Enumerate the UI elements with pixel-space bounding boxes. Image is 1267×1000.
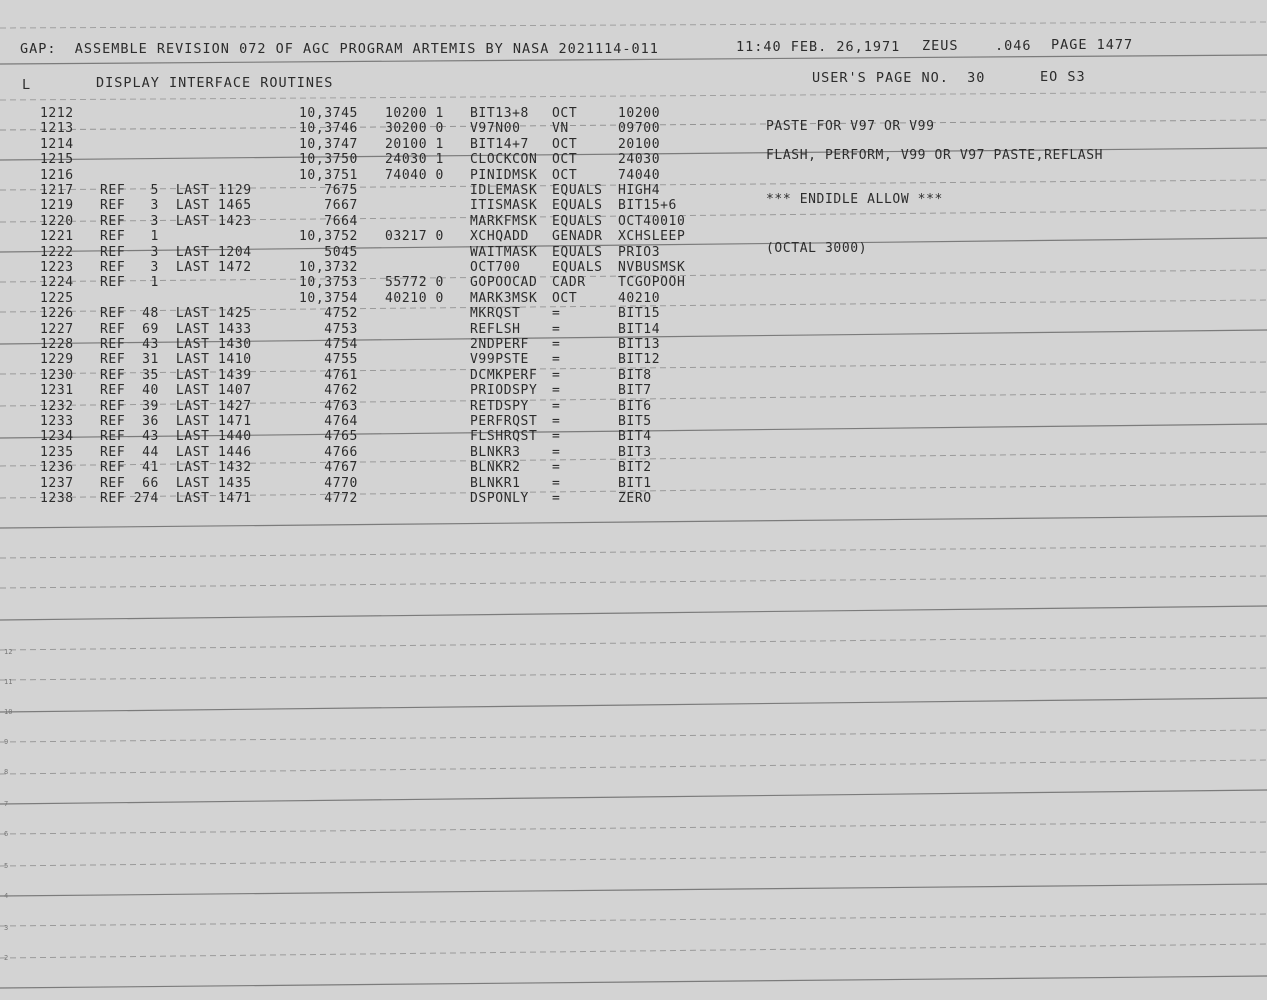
operand: BIT8: [618, 367, 652, 383]
address: 4764: [324, 414, 358, 429]
margin-number: 2: [4, 954, 9, 962]
line-number: 1220: [40, 213, 74, 229]
address: 10,3754: [299, 290, 358, 306]
header-seq: .046: [995, 38, 1032, 54]
operand: BIT13: [618, 337, 661, 352]
margin-number: 3: [4, 924, 9, 932]
opcode: CADR: [552, 275, 586, 291]
margin-number: 6: [4, 830, 9, 838]
header-page: PAGE 1477: [1051, 37, 1134, 53]
address: 10,3747: [299, 136, 358, 152]
users-page-number: USER'S PAGE NO. 30: [812, 70, 986, 86]
ref-info: REF 40 LAST 1407: [100, 383, 252, 399]
line-number: 1237: [40, 475, 74, 491]
line-number: 1212: [40, 106, 74, 121]
opcode: =: [552, 321, 561, 337]
address: 10,3745: [299, 106, 358, 121]
opcode: =: [552, 429, 561, 445]
line-number: 1230: [40, 367, 74, 383]
address: 10,3750: [299, 152, 358, 168]
ref-info: REF 39 LAST 1427: [100, 398, 252, 414]
object-word: 30200 0: [385, 121, 444, 137]
operand: BIT15: [618, 306, 661, 322]
symbol-label: MKRQST: [470, 306, 521, 322]
symbol-label: XCHQADD: [470, 229, 529, 245]
object-word: 20100 1: [385, 136, 444, 152]
opcode: =: [552, 491, 561, 506]
margin-number: 7: [4, 800, 9, 808]
margin-number: 9: [4, 738, 9, 746]
line-number: 1221: [40, 229, 74, 245]
opcode: =: [552, 337, 561, 352]
ref-info: REF 43 LAST 1430: [100, 337, 252, 352]
line-number: 1238: [40, 491, 74, 506]
operand: 74040: [618, 167, 661, 183]
operand: BIT1: [618, 475, 652, 491]
opcode: =: [552, 460, 561, 476]
header-time: 11:40 FEB. 26,1971: [736, 39, 901, 55]
symbol-label: DSPONLY: [470, 491, 529, 506]
address: 10,3752: [299, 229, 358, 245]
opcode: OCT: [552, 167, 578, 183]
address: 7675: [324, 183, 358, 198]
operand: 10200: [618, 106, 661, 121]
address: 4752: [324, 306, 358, 322]
comment: (OCTAL 3000): [766, 240, 868, 256]
address: 4770: [324, 475, 358, 491]
ref-info: REF 43 LAST 1440: [100, 429, 252, 445]
line-number: 1228: [40, 337, 74, 352]
section-title: DISPLAY INTERFACE ROUTINES: [96, 75, 334, 91]
operand: TCGOPOOH: [618, 275, 686, 291]
opcode: VN: [552, 121, 569, 137]
symbol-label: RETDSPY: [470, 398, 529, 414]
ref-info: REF 35 LAST 1439: [100, 367, 252, 383]
line-number: 1222: [40, 244, 74, 260]
symbol-label: FLSHRQST: [470, 429, 538, 445]
symbol-label: BLNKR3: [470, 444, 521, 460]
opcode: =: [552, 352, 561, 368]
ref-info: REF 1: [100, 229, 159, 245]
operand: BIT5: [618, 414, 652, 429]
header-system: ZEUS: [922, 38, 959, 54]
opcode: =: [552, 367, 561, 383]
address: 7664: [324, 213, 358, 229]
operand: OCT40010: [618, 213, 686, 229]
operand: BIT14: [618, 321, 661, 337]
line-number: 1236: [40, 460, 74, 476]
operand: 24030: [618, 152, 661, 168]
header-title: GAP: ASSEMBLE REVISION 072 OF AGC PROGRAM ARTEMIS BY NASA 2021114-011: [20, 41, 659, 57]
operand: XCHSLEEP: [618, 229, 686, 245]
object-word: 03217 0: [385, 229, 444, 245]
object-word: 74040 0: [385, 167, 444, 183]
address: 4763: [324, 398, 358, 414]
line-number: 1213: [40, 121, 74, 137]
comment: FLASH, PERFORM, V99 OR V97 PASTE,REFLASH: [766, 148, 1104, 164]
ref-info: REF 1: [100, 275, 159, 291]
address: 4753: [324, 321, 358, 337]
address: 4767: [324, 460, 358, 476]
ref-info: REF 31 LAST 1410: [100, 352, 252, 368]
margin-number: 5: [4, 862, 9, 870]
object-word: 24030 1: [385, 152, 444, 168]
opcode: =: [552, 398, 561, 414]
ref-info: REF 44 LAST 1446: [100, 444, 252, 460]
symbol-label: PRIODSPY: [470, 383, 538, 399]
symbol-label: V99PSTE: [470, 352, 529, 368]
symbol-label: BIT13+8: [470, 106, 529, 121]
object-word: 10200 1: [385, 106, 444, 121]
address: 4762: [324, 383, 358, 399]
symbol-label: MARK3MSK: [470, 290, 538, 306]
margin-number: 8: [4, 768, 9, 776]
opcode: =: [552, 475, 561, 491]
opcode: GENADR: [552, 229, 603, 245]
object-word: 55772 0: [385, 275, 444, 291]
symbol-label: IDLEMASK: [470, 183, 538, 198]
line-number: 1229: [40, 352, 74, 368]
address: 10,3732: [299, 260, 358, 275]
address: 4761: [324, 367, 358, 383]
address: 10,3746: [299, 121, 358, 137]
margin-number: 12: [4, 648, 13, 656]
comment: PASTE FOR V97 OR V99: [766, 119, 935, 135]
subheader-marker: L: [22, 77, 32, 93]
line-number: 1223: [40, 260, 74, 275]
opcode: EQUALS: [552, 183, 603, 198]
ref-info: REF 5 LAST 1129: [100, 183, 252, 198]
ref-info: REF 41 LAST 1432: [100, 460, 252, 476]
address: 4772: [324, 491, 358, 506]
address: 4755: [324, 352, 358, 368]
symbol-label: PINIDMSK: [470, 167, 538, 183]
symbol-label: 2NDPERF: [470, 337, 529, 352]
symbol-label: CLOCKCON: [470, 152, 538, 168]
opcode: OCT: [552, 152, 578, 168]
ref-info: REF 66 LAST 1435: [100, 475, 252, 491]
operand: BIT7: [618, 383, 652, 399]
symbol-label: BLNKR2: [470, 460, 521, 476]
line-number: 1219: [40, 198, 74, 214]
line-number: 1233: [40, 414, 74, 429]
address: 10,3751: [299, 167, 358, 183]
symbol-label: MARKFMSK: [470, 213, 538, 229]
operand: 09700: [618, 121, 661, 137]
line-number: 1226: [40, 306, 74, 322]
ref-info: REF 69 LAST 1433: [100, 321, 252, 337]
opcode: EQUALS: [552, 260, 603, 275]
opcode: =: [552, 383, 561, 399]
address: 7667: [324, 198, 358, 214]
opcode: EQUALS: [552, 198, 603, 214]
opcode: OCT: [552, 136, 578, 152]
operand: PRIO3: [618, 244, 661, 260]
ref-info: REF 36 LAST 1471: [100, 414, 252, 429]
comment: *** ENDIDLE ALLOW ***: [766, 192, 943, 208]
symbol-label: DCMKPERF: [470, 367, 538, 383]
line-number: 1234: [40, 429, 74, 445]
operand: HIGH4: [618, 183, 661, 198]
line-number: 1217: [40, 183, 74, 198]
line-number: 1214: [40, 136, 74, 152]
ref-info: REF 3 LAST 1472: [100, 260, 252, 275]
line-number: 1232: [40, 398, 74, 414]
symbol-label: ITISMASK: [470, 198, 538, 214]
line-number: 1224: [40, 275, 74, 291]
line-number: 1216: [40, 167, 74, 183]
address: 4765: [324, 429, 358, 445]
address: 5045: [324, 244, 358, 260]
operand: BIT6: [618, 398, 652, 414]
ref-info: REF 48 LAST 1425: [100, 306, 252, 322]
opcode: =: [552, 444, 561, 460]
operand: BIT4: [618, 429, 652, 445]
opcode: =: [552, 306, 561, 322]
eo-code: EO S3: [1040, 69, 1086, 85]
operand: 20100: [618, 136, 661, 152]
line-number: 1225: [40, 290, 74, 306]
opcode: OCT: [552, 290, 578, 306]
object-word: 40210 0: [385, 290, 444, 306]
ref-info: REF 3 LAST 1423: [100, 213, 252, 229]
symbol-label: GOPOOCAD: [470, 275, 538, 291]
operand: BIT3: [618, 444, 652, 460]
symbol-label: REFLSH: [470, 321, 521, 337]
margin-number: 11: [4, 678, 13, 686]
opcode: =: [552, 414, 561, 429]
ref-info: REF 3 LAST 1204: [100, 244, 252, 260]
ref-info: REF 3 LAST 1465: [100, 198, 252, 214]
line-number: 1235: [40, 444, 74, 460]
opcode: EQUALS: [552, 244, 603, 260]
operand: BIT2: [618, 460, 652, 476]
ref-info: REF 274 LAST 1471: [100, 491, 252, 506]
operand: ZERO: [618, 491, 652, 506]
address: 4754: [324, 337, 358, 352]
symbol-label: BLNKR1: [470, 475, 521, 491]
symbol-label: V97N00: [470, 121, 521, 137]
operand: BIT12: [618, 352, 661, 368]
operand: BIT15+6: [618, 198, 677, 214]
line-number: 1215: [40, 152, 74, 168]
opcode: EQUALS: [552, 213, 603, 229]
operand: 40210: [618, 290, 661, 306]
address: 10,3753: [299, 275, 358, 291]
symbol-label: PERFRQST: [470, 414, 538, 429]
margin-number: 4: [4, 892, 9, 900]
margin-number: 10: [4, 708, 13, 716]
operand: NVBUSMSK: [618, 260, 686, 275]
symbol-label: OCT700: [470, 260, 521, 275]
symbol-label: WAITMASK: [470, 244, 538, 260]
address: 4766: [324, 444, 358, 460]
line-number: 1227: [40, 321, 74, 337]
opcode: OCT: [552, 106, 578, 121]
symbol-label: BIT14+7: [470, 136, 529, 152]
line-number: 1231: [40, 383, 74, 399]
